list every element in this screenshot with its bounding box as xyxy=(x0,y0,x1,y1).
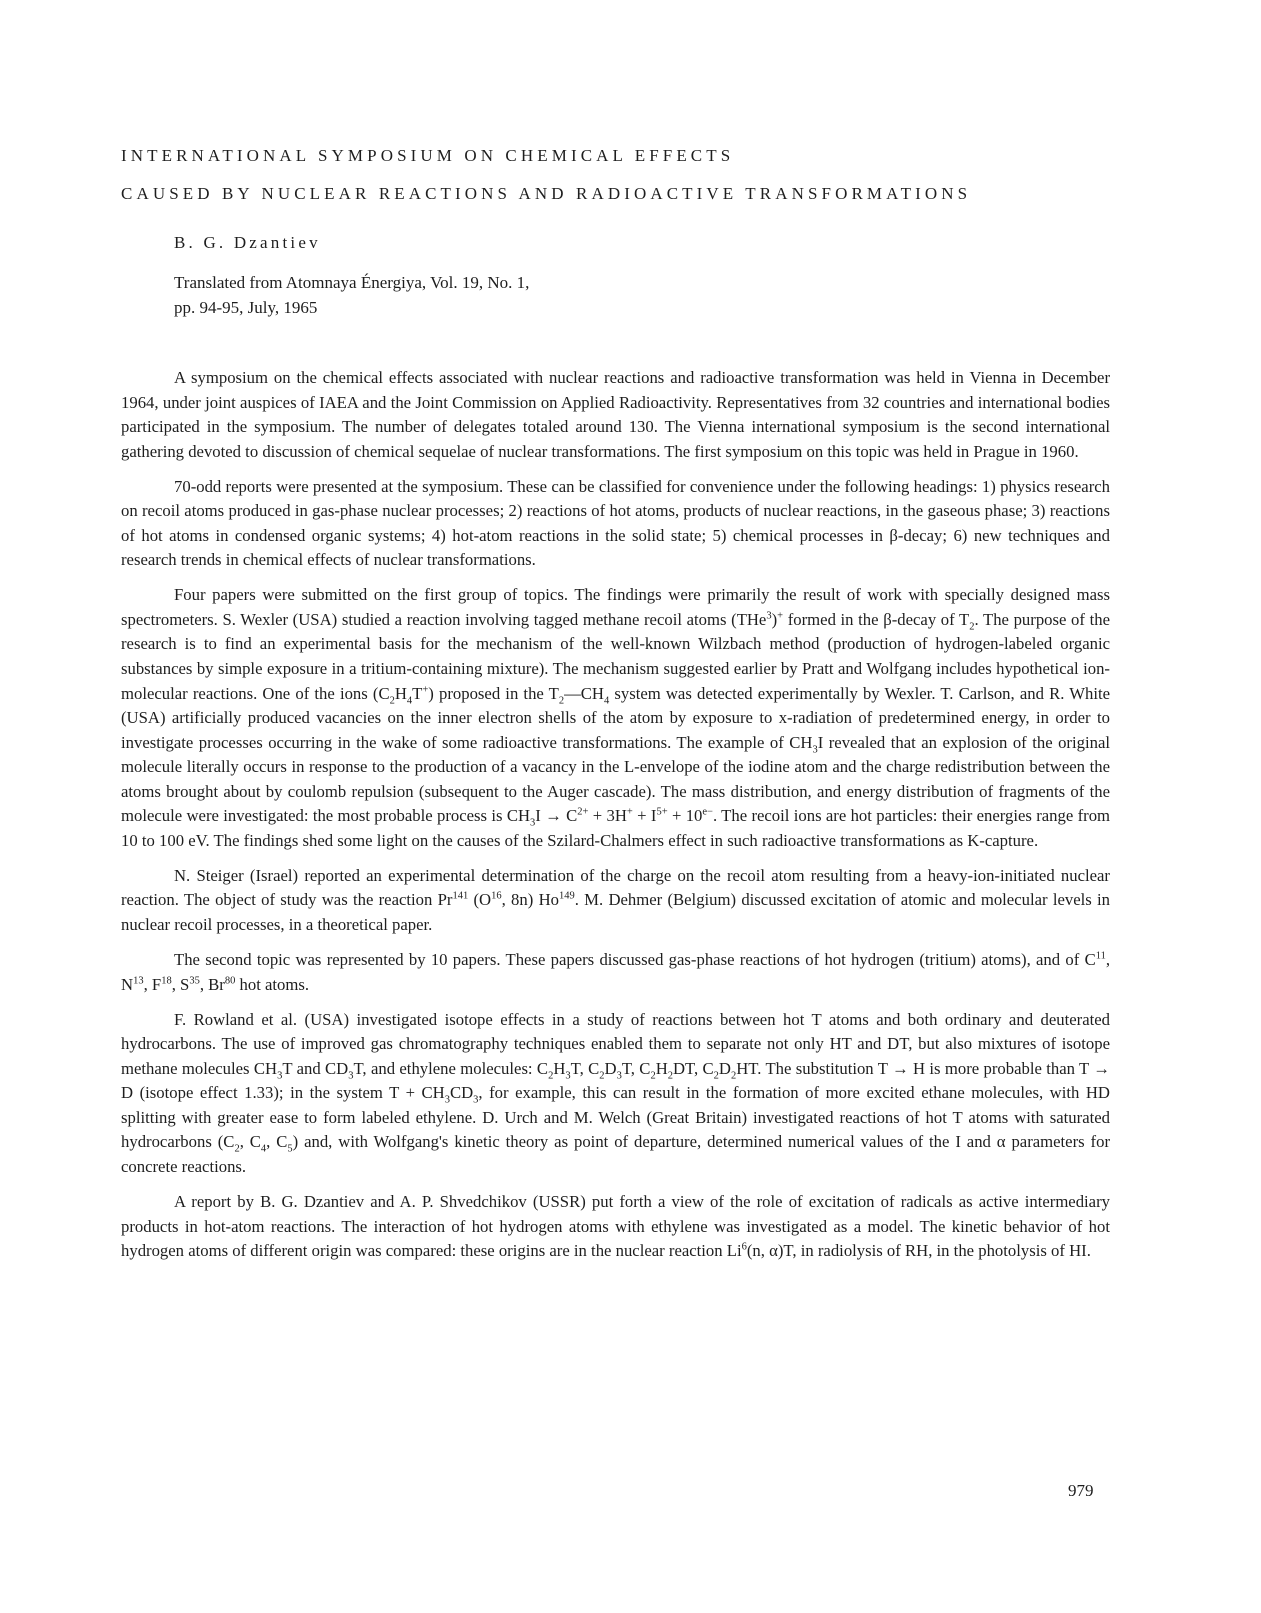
subscript: 4 xyxy=(260,1143,267,1155)
text-run: . The recoil ions are hot particles: their energies range from 10 to 100 eV. The findings shed some light on the causes of the Szilard-Chalmers effect in such radioactive transformations as K-capture. xyxy=(121,806,1111,850)
source-line-2: pp. 94-95, July, 1965 xyxy=(174,298,318,317)
text-run: (O xyxy=(468,890,492,910)
text-run: . M. Dehmer (Belgium) discussed excitation of atomic and molecular levels in nuclear recoil processes, in a theoretical paper. xyxy=(121,890,1111,934)
text-run: hot atoms. xyxy=(235,974,310,994)
superscript: 3 xyxy=(766,610,772,622)
subscript: 3 xyxy=(616,1070,622,1082)
text-run: DT, C xyxy=(673,1058,714,1078)
text-run: , 8n) Ho xyxy=(501,890,559,910)
subscript: 2 xyxy=(599,1070,605,1082)
superscript: 13 xyxy=(133,975,144,987)
text-run: The second topic was represented by 10 papers. These papers discussed gas-phase reactions of hot hydrogen (tritium) atoms), and of C xyxy=(174,950,1096,970)
text-run: Four papers were submitted on the first group of topics. The findings were primarily the result of work with specially designed mass spectrometers. S. Wexler (USA) studied a reaction involving tagged methane recoil atoms (THe xyxy=(121,585,1110,629)
subscript: 2 xyxy=(234,1143,240,1155)
superscript: 35 xyxy=(189,975,200,987)
text-run: D xyxy=(604,1058,617,1078)
text-run: , for example, this can result in the formation of more excited ethane molecules, with HD splitting with greater ease to form labeled ethylene. D. Urch and M. Welch (Great Britain) investigated reactions of hot T atoms with saturated hydrocarbons (C xyxy=(121,1083,1110,1152)
text-run: T, C xyxy=(621,1058,651,1078)
text-run: + 10 xyxy=(667,806,703,826)
subscript: 2 xyxy=(730,1070,737,1082)
text-run: N. Steiger (Israel) reported an experimental determination of the charge on the recoil atom resulting from a heavy-ion-initiated nuclear reaction. The object of study was the reaction Pr xyxy=(121,865,1110,910)
text-run: formed in the β-decay of T xyxy=(783,609,970,629)
superscript: 6 xyxy=(741,1241,747,1253)
superscript: 141 xyxy=(452,890,469,902)
text-run: system was detected experimentally by Wexler. T. Carlson, and R. White (USA) artificially produced vacancies on the inner electron shells of the atom by exposure to x-radiation of predetermined energy, in order to investigate processes occurring in the wake of some radioactive transformations. The example of CH xyxy=(121,683,1110,752)
text-run: T xyxy=(412,683,423,703)
text-run: , Br xyxy=(199,974,225,994)
superscript: + xyxy=(422,684,429,695)
subscript: 2 xyxy=(548,1070,554,1082)
superscript: 11 xyxy=(1095,950,1106,962)
text-run: . The purpose of the research is to find an experimental basis for the mechanism of the well-known Wilzbach method (production of hydrogen-labeled organic substances by simple exposure in a tritium-containing mixture). The mechanism suggested earlier by Pratt and Wolfgang includes hypothetical ion-molecular reactions. One of the ions (C xyxy=(121,609,1110,703)
text-run: H xyxy=(553,1058,566,1078)
subscript: 5 xyxy=(287,1143,293,1155)
text-run: , N xyxy=(121,950,1110,994)
paragraph-4 xyxy=(121,864,1110,938)
text-run: A report by B. G. Dzantiev and A. P. Shvedchikov (USSR) put forth a view of the role of excitation of radicals as active intermediary products in hot-atom reactions. The interaction of hot hydrogen atoms with ethylene was investigated as a model. The kinetic behavior of hot hydrogen atoms of different origin was compared: these origins are in the nuclear reaction Li xyxy=(121,1191,1110,1261)
subscript: 2 xyxy=(558,694,565,706)
text-run: , C xyxy=(239,1132,261,1152)
paragraph-6 xyxy=(121,1008,1110,1180)
superscript: + xyxy=(777,610,784,622)
text-run: (n, α)T, in radiolysis of RH, in the photolysis of HI. xyxy=(746,1241,1091,1261)
text-run: D xyxy=(718,1058,731,1078)
text-run: , F xyxy=(143,974,162,994)
subscript: 2 xyxy=(650,1070,656,1082)
text-run: , S xyxy=(171,974,190,994)
title-line-2: CAUSED BY NUCLEAR REACTIONS AND RADIOACTIVE TRANSFORMATIONS xyxy=(121,184,972,203)
text-run: , C xyxy=(266,1132,288,1152)
text-run: + I xyxy=(632,806,657,826)
text-run: ) and, with Wolfgang's kinetic theory as point of departure, determined numerical values of the I and α parameters for concrete reactions. xyxy=(121,1132,1111,1176)
subscript: 2 xyxy=(969,621,975,633)
paragraph-5 xyxy=(121,948,1110,997)
superscript: + xyxy=(626,806,633,818)
text-run: + 3H xyxy=(588,806,627,826)
superscript: 5+ xyxy=(656,806,668,818)
source-citation xyxy=(174,270,874,320)
paragraph-1: A symposium on the chemical effects associated with nuclear reactions and radioactive transformation was held in Vienna in December 1964, under joint auspices of IAEA and the Joint Commission on Applied Radioactivity. Representatives from 32 countries and international bodies participated in the symposium. The number of delegates totaled around 130. The Vienna international symposium is the second international gathering devoted to discussion of chemical sequelae of nuclear transformations. The first symposium on this topic was held in Prague in 1960. xyxy=(121,368,1110,461)
subscript: 2 xyxy=(389,694,395,706)
subscript: 3 xyxy=(473,1094,479,1106)
paragraph-7 xyxy=(121,1190,1110,1264)
text-run: HT. The substitution T → H is more probable than T → D (isotope effect 1.33); in the system T + CH xyxy=(121,1058,1110,1103)
superscript: 16 xyxy=(491,890,502,902)
text-run: I → C xyxy=(535,806,578,826)
subscript: 3 xyxy=(530,817,536,829)
superscript: 80 xyxy=(224,975,236,987)
text-run: F. Rowland et al. (USA) investigated isotope effects in a study of reactions between hot T atoms and both ordinary and deuterated hydrocarbons. The use of improved gas chromatography techniques enabled them to separate not only HT and DT, but also mixtures of isotope methane molecules CH xyxy=(121,1009,1110,1078)
text-run: ) xyxy=(771,609,778,629)
subscript: 2 xyxy=(713,1070,719,1082)
text-run: —CH xyxy=(564,683,604,703)
paragraph-3 xyxy=(121,583,1110,853)
subscript: 3 xyxy=(348,1070,354,1082)
text-run: T, and ethylene molecules: C xyxy=(353,1058,549,1078)
text-run: T, C xyxy=(570,1058,600,1078)
article-body xyxy=(121,366,1110,1274)
subscript: 2 xyxy=(667,1070,673,1082)
text-run: CD xyxy=(449,1083,474,1103)
paragraph-2: 70-odd reports were presented at the symposium. These can be classified for convenience under the following headings: 1) physics research on recoil atoms produced in gas-phase nuclear processes; 2) reactions of hot atoms, products of nuclear reactions, in the gaseous phase; 3) reactions of hot atoms in condensed organic systems; 4) hot-atom reactions in the solid state; 5) chemical processes in β-decay; 6) new techniques and research trends in chemical effects of nuclear transformations. xyxy=(121,476,1110,570)
subscript: 3 xyxy=(565,1070,571,1082)
superscript: e− xyxy=(702,806,713,818)
title-line-1: INTERNATIONAL SYMPOSIUM ON CHEMICAL EFFECTS xyxy=(121,146,735,165)
text-run: ) proposed in the T xyxy=(428,683,559,703)
text-run: I revealed that an explosion of the original molecule literally occurs in response to the production of a vacancy in the L-envelope of the iodine atom and the charge redistribution between the atoms brought about by coulomb repulsion (subsequent to the Auger cascade). The mass distribution, and energy distribution of fragments of the molecule were investigated: the most probable process is CH xyxy=(121,732,1110,826)
subscript: 3 xyxy=(812,743,818,755)
superscript: 18 xyxy=(161,975,172,987)
page-number: 979 xyxy=(1068,1481,1094,1500)
source-line-1: Translated from Atomnaya Énergiya, Vol. 19, No. 1, xyxy=(174,273,530,292)
superscript: 2+ xyxy=(577,806,589,818)
author: B. G. Dzantiev xyxy=(174,233,321,252)
text-run: H xyxy=(655,1058,668,1078)
superscript: 149 xyxy=(558,890,575,902)
text-run: T and CD xyxy=(282,1058,349,1078)
subscript: 4 xyxy=(406,694,413,706)
text-run: H xyxy=(394,683,407,703)
subscript: 4 xyxy=(603,694,610,706)
subscript: 3 xyxy=(444,1094,450,1106)
subscript: 3 xyxy=(277,1070,283,1082)
